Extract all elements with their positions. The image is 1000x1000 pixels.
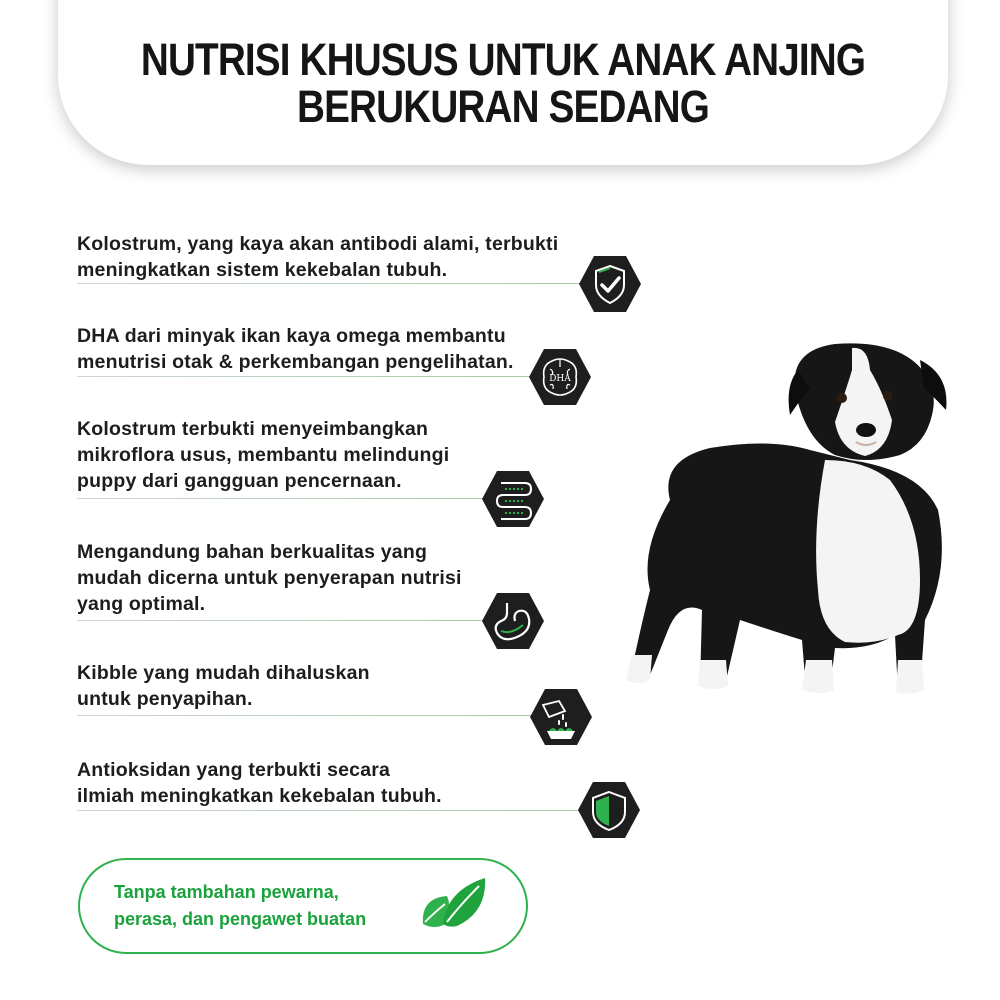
feature-line: meningkatkan sistem kekebalan tubuh. — [77, 259, 448, 281]
feature-line: menutrisi otak & perkembangan pengelihatan. — [77, 351, 514, 373]
feature-item-dha — [77, 323, 514, 375]
feature-divider — [77, 376, 537, 377]
feature-line: ilmiah meningkatkan kekebalan tubuh. — [77, 785, 442, 807]
puppy-icon — [620, 330, 960, 705]
badge-line: perasa, dan pengawet buatan — [114, 909, 367, 929]
feature-line: Mengandung bahan berkualitas yang — [77, 541, 428, 563]
feature-line: Kibble yang mudah dihaluskan — [77, 662, 370, 684]
kibble-bowl-icon — [529, 687, 593, 747]
feature-line: Antioksidan yang terbukti secara — [77, 759, 391, 781]
feature-line: yang optimal. — [77, 593, 206, 615]
brain-dha-icon — [528, 347, 592, 407]
feature-text — [77, 539, 462, 617]
feature-line: mikroflora usus, membantu melindungi — [77, 444, 450, 466]
feature-item-immunity — [77, 231, 558, 283]
shield-check-icon — [578, 254, 642, 314]
feature-text — [77, 416, 449, 494]
feature-line: Kolostrum, yang kaya akan antibodi alami, terbukti — [77, 233, 559, 255]
leaf-icon — [417, 874, 489, 930]
feature-divider — [77, 283, 589, 284]
feature-text — [77, 757, 442, 809]
feature-divider — [77, 715, 533, 716]
badge-text — [114, 879, 366, 933]
feature-line: puppy dari gangguan pencernaan. — [77, 470, 402, 492]
feature-line: DHA dari minyak ikan kaya omega membantu — [77, 325, 506, 347]
stomach-icon — [481, 591, 545, 651]
feature-item-digestion — [77, 416, 449, 494]
shield-half-icon — [577, 780, 641, 840]
dha-label: DHA — [549, 374, 571, 384]
page-title — [120, 36, 885, 130]
feature-line: Kolostrum terbukti menyeimbangkan — [77, 418, 429, 440]
feature-item-absorption — [77, 539, 462, 617]
feature-text — [77, 231, 558, 283]
feature-item-kibble — [77, 660, 370, 712]
page-title-line-2: BERUKURAN SEDANG — [297, 81, 709, 132]
feature-divider — [77, 498, 485, 499]
intestine-icon — [481, 469, 545, 529]
feature-line: untuk penyapihan. — [77, 688, 253, 710]
feature-item-antioxidant — [77, 757, 442, 809]
feature-text — [77, 660, 370, 712]
feature-divider — [77, 810, 583, 811]
feature-divider — [77, 620, 485, 621]
page-title-line-1: NUTRISI KHUSUS UNTUK ANAK ANJING — [140, 34, 866, 85]
feature-line: mudah dicerna untuk penyerapan nutrisi — [77, 567, 462, 589]
feature-text — [77, 323, 514, 375]
badge-line: Tanpa tambahan pewarna, — [114, 882, 339, 902]
